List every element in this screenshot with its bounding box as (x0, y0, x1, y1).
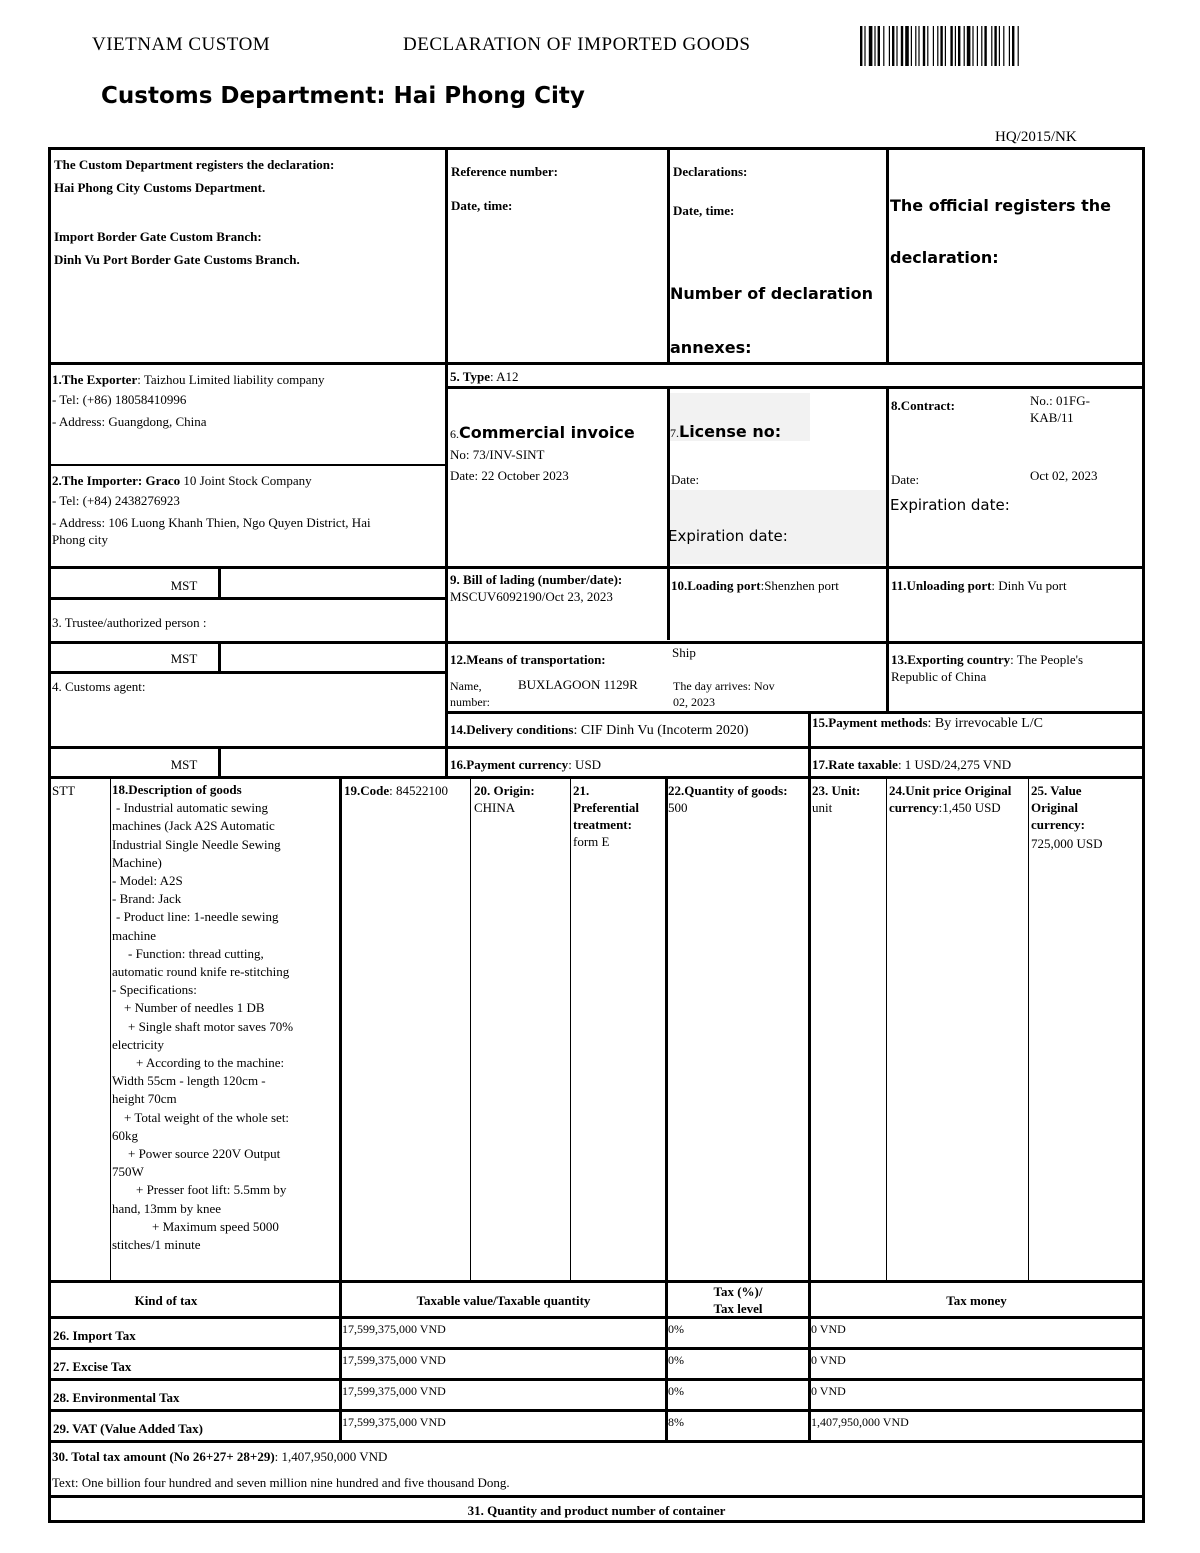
barcode-bar (860, 26, 862, 66)
total-tax: 30. Total tax amount (No 26+27+ 28+29): 1,407,950,000 VND (52, 1449, 388, 1464)
barcode-bar (864, 26, 865, 66)
original-value: 25. Value Original currency: 725,000 USD (1031, 783, 1103, 851)
tax-money-header: Tax money (946, 1293, 1007, 1308)
barcode-bar (905, 26, 909, 66)
description-line: + Presser foot lift: 5.5mm by (136, 1182, 287, 1198)
description-line: electricity (112, 1036, 164, 1052)
origin: 20. Origin: CHINA (474, 783, 535, 815)
barcode-bar (1012, 26, 1014, 66)
description-line: Industrial Single Needle Sewing (112, 836, 281, 852)
mst-label-2: MST (170, 651, 198, 666)
description-line: - Industrial automatic sewing (116, 800, 268, 816)
tax-rate: 0% (668, 1322, 684, 1336)
hs-code: 19.Code: 84522100 (344, 783, 449, 798)
barcode-bar (933, 26, 934, 66)
total-tax-text: Text: One billion four hundred and seven million nine hundred and five thousand Dong. (52, 1475, 510, 1490)
description-line: - Model: A2S (112, 873, 183, 889)
tax-money: 1,407,950,000 VND (811, 1415, 909, 1429)
description-line: Machine) (112, 854, 162, 870)
barcode-bar (923, 26, 925, 66)
form-code: HQ/2015/NK (995, 129, 1077, 145)
description-line: hand, 13mm by knee (112, 1200, 222, 1216)
taxable-header: Taxable value/Taxable quantity (416, 1293, 591, 1308)
barcode-bar (991, 26, 992, 66)
transport-label: 12.Means of transportation: (450, 652, 606, 667)
barcode-bar (892, 26, 894, 66)
tax-money: 0 VND (811, 1353, 846, 1367)
tax-kind-header: Kind of tax (134, 1293, 198, 1308)
tax-rate-header: Tax (%)/ Tax level (713, 1284, 763, 1316)
unit-price: 24.Unit price Original currency:1,450 USD (889, 783, 1012, 815)
contract-no: No.: 01FG- KAB/11 (1030, 393, 1090, 425)
barcode-bar (918, 26, 919, 66)
barcode-bar (984, 26, 986, 66)
mst-label-3: MST (170, 757, 198, 772)
rate-taxable: 17.Rate taxable: 1 USD/24,275 VND (812, 757, 1012, 772)
barcode-bar (896, 26, 897, 66)
barcode-bar (937, 26, 938, 66)
barcode-bar (869, 26, 873, 66)
barcode-bar (1018, 26, 1019, 66)
header-left: VIETNAM CUSTOM (92, 34, 271, 55)
importer-box: 2.The Importer: Graco 10 Joint Stock Company - Tel: (+84) 2438276923 - Address: 106 Luong Khanh Thien, Ngo Quyen District, Hai Phong city (52, 473, 371, 547)
description-line: machine (112, 927, 157, 943)
department-title: Customs Department: Hai Phong City (101, 83, 585, 109)
description-line: - Product line: 1-needle sewing (116, 909, 279, 925)
tax-kind: 28. Environmental Tax (53, 1390, 180, 1405)
tax-kind: 26. Import Tax (53, 1328, 136, 1343)
commercial-invoice: 6.Commercial invoice No: 73/INV-SINT Date: 22 October 2023 (450, 423, 635, 483)
description-line: - Specifications: (112, 982, 197, 998)
description-line: 60kg (112, 1127, 138, 1143)
registration-dept: The Custom Department registers the declaration: Hai Phong City Customs Department. Import Border Gate Custom Branch: Dinh Vu Port Border Gate Customs Branch. (54, 157, 335, 267)
barcode-bar (927, 26, 928, 66)
mst-label-1: MST (170, 578, 198, 593)
arrival-date: The day arrives: Nov 02, 2023 (673, 679, 775, 709)
barcode-bar (972, 26, 973, 66)
license-expiration: Expiration date: (668, 527, 788, 545)
description-line: + Maximum speed 5000 (152, 1218, 279, 1234)
barcode-bar (958, 26, 960, 66)
license-field: 7.License no: (670, 422, 782, 441)
barcode-bar (981, 26, 982, 66)
description-line: automatic round knife re-stitching (112, 964, 290, 980)
barcode-bar (1009, 26, 1010, 66)
document-title: DECLARATION OF IMPORTED GOODS (403, 34, 751, 55)
tax-taxable-value: 17,599,375,000 VND (342, 1353, 446, 1367)
stt-header: STT (52, 783, 76, 798)
description-line: + Single shaft motor saves 70% (128, 1018, 294, 1034)
goods-description: 18.Description of goods - Industrial automatic sewing machines (Jack A2S Automatic Industrial Single Needle Sewing Machine) - Model: A2S - Brand: Jack - Product line: 1-needle sewing machine - Function: thread cutting, automatic round knife re-stitching - Specifications: + Number of needles 1 DB + Single shaft motor saves 70% electricity + According to the machine: Width 55cm - length 120cm - height 70cm + Total weight of the whole set: 60kg + Power source 220V Output 750W + Presser foot lift: 5.5mm by hand, 13mm by knee + Maximum speed 5000 stitches/1 minute (112, 781, 339, 1254)
barcode-bar (945, 26, 946, 66)
license-date: Date: (671, 472, 700, 487)
transport-name-label: Name, number: (450, 679, 490, 709)
barcode-bar (955, 26, 956, 66)
barcode-bar (901, 26, 903, 66)
transport-value: Ship (672, 645, 696, 660)
barcode (860, 26, 1090, 66)
barcode-bar (967, 26, 971, 66)
unloading-port: 11.Unloading port: Dinh Vu port (891, 578, 1067, 593)
tax-rate: 8% (668, 1415, 684, 1429)
tax-money: 0 VND (811, 1322, 846, 1336)
description-line: stitches/1 minute (112, 1237, 201, 1253)
description-line: machines (Jack A2S Automatic (112, 818, 275, 834)
tax-taxable-value: 17,599,375,000 VND (342, 1415, 446, 1429)
barcode-bar (889, 26, 890, 66)
barcode-bar (883, 26, 884, 66)
barcode-bar (977, 26, 978, 66)
preferential-treatment: 21. Preferential treatment: form E (573, 783, 639, 849)
vessel-name: BUXLAGOON 1129R (518, 677, 638, 692)
barcode-bar (999, 26, 1000, 66)
barcode-bar (874, 26, 875, 66)
contract-date-value: Oct 02, 2023 (1030, 468, 1098, 483)
description-line: + Power source 220V Output (128, 1146, 281, 1162)
barcode-bar (964, 26, 965, 66)
barcode-bar (915, 26, 916, 66)
unit: 23. Unit: unit (812, 783, 861, 815)
type-field: 5. Type: A12 (450, 369, 519, 384)
contract-label: 8.Contract: (891, 398, 955, 413)
contract-expiration: Expiration date: (890, 496, 1010, 514)
barcode-bar (878, 26, 880, 66)
description-line: 750W (112, 1164, 144, 1180)
tax-taxable-value: 17,599,375,000 VND (342, 1322, 446, 1336)
barcode-bar (994, 26, 996, 66)
agent-label: 4. Customs agent: (52, 679, 146, 694)
description-line: Width 55cm - length 120cm - (112, 1073, 266, 1089)
reference-box: Reference number: Date, time: (451, 164, 558, 213)
barcode-bar (911, 26, 912, 66)
exporting-country: 13.Exporting country: The People's Republic of China (891, 652, 1084, 684)
tax-kind: 29. VAT (Value Added Tax) (53, 1421, 203, 1436)
tax-taxable-value: 17,599,375,000 VND (342, 1384, 446, 1398)
description-line: + According to the machine: (136, 1055, 285, 1071)
barcode-bar (940, 26, 942, 66)
tax-money: 0 VND (811, 1384, 846, 1398)
tax-kind: 27. Excise Tax (53, 1359, 132, 1374)
description-line: + Total weight of the whole set: (124, 1109, 290, 1125)
description-line: height 70cm (112, 1091, 177, 1107)
description-line: + Number of needles 1 DB (124, 1000, 265, 1016)
tax-rate: 0% (668, 1384, 684, 1398)
official-label: The official registers the declaration: (890, 196, 1111, 267)
bill-of-lading: 9. Bill of lading (number/date): MSCUV6092190/Oct 23, 2023 (450, 572, 623, 604)
description-line: - Brand: Jack (112, 891, 182, 907)
trustee-label: 3. Trustee/authorized person : (52, 615, 207, 630)
declarations-box: Declarations: Date, time: (673, 164, 748, 218)
annexes-label: Number of declaration annexes: (670, 284, 874, 357)
barcode-bar (950, 26, 952, 66)
quantity: 22.Quantity of goods: 500 (668, 783, 788, 815)
delivery-conditions: 14.Delivery conditions: CIF Dinh Vu (Incoterm 2020) (450, 722, 749, 738)
barcode-bar (1003, 26, 1004, 66)
contract-date-label: Date: (891, 472, 920, 487)
tax-rate: 0% (668, 1353, 684, 1367)
exporter-box: 1.The Exporter: Taizhou Limited liability company - Tel: (+86) 18058410996 - Address: Guangdong, China (52, 372, 325, 429)
loading-port: 10.Loading port:Shenzhen port (671, 578, 839, 593)
payment-methods: 15.Payment methods: By irrevocable L/C (812, 715, 1044, 731)
container-label: 31. Quantity and product number of container (467, 1503, 726, 1518)
payment-currency: 16.Payment currency: USD (450, 757, 602, 772)
description-line: - Function: thread cutting, (128, 945, 264, 961)
